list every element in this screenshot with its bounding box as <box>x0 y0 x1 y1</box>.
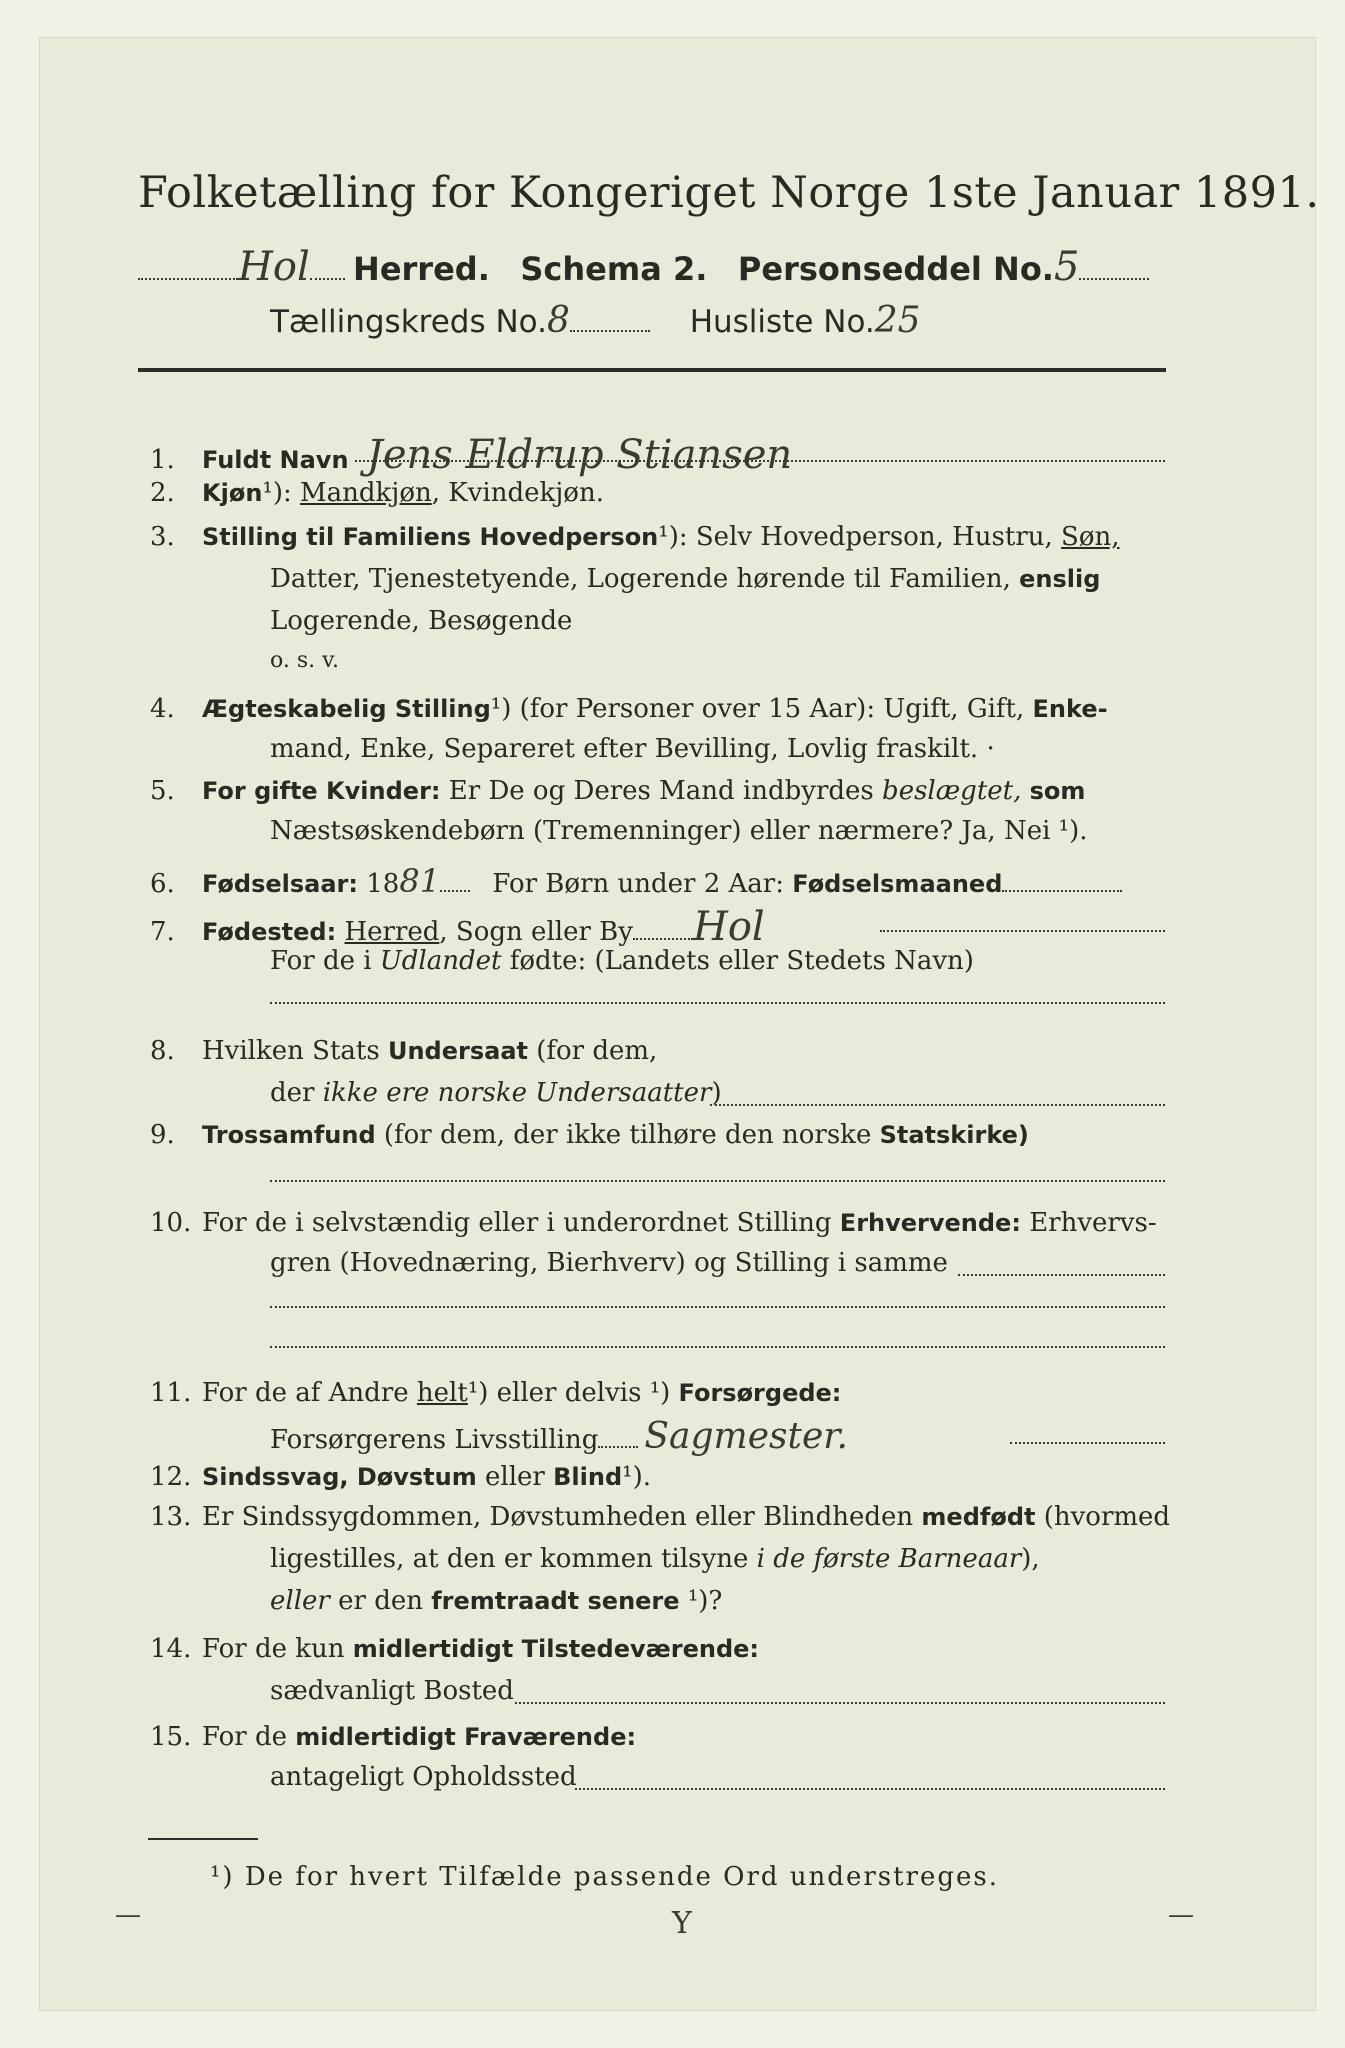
full-name-value: Jens Eldrup Stiansen <box>366 432 793 478</box>
item-3: 3. Stilling til Familiens Hovedperson¹): Selv Hovedperson, Hustru, Søn, <box>150 522 1120 552</box>
option-helt: helt <box>416 1378 468 1408</box>
item-15: 15. For de midlertidigt Fraværende: <box>150 1722 637 1752</box>
option-son: Søn, <box>1061 522 1120 552</box>
husliste-value: 25 <box>874 300 921 341</box>
item-6: 6. Fødselsaar: 1881 For Børn under 2 Aar: Fødselsmaaned <box>150 862 1122 900</box>
herred-label: Herred. <box>353 250 490 288</box>
herred-line <box>138 244 1149 290</box>
option-herred: Herred <box>344 917 440 947</box>
schema-label: Schema 2. <box>520 250 708 288</box>
item-9: 9. Trossamfund (for dem, der ikke tilhøre den norske Statskirke) <box>150 1120 1029 1150</box>
husliste-label: Husliste No. <box>689 304 875 340</box>
item-8: 8. Hvilken Stats Undersaat (for dem, <box>150 1036 658 1066</box>
header-rule <box>138 368 1166 372</box>
personseddel-value: 5 <box>1053 244 1080 290</box>
footnote: ¹) De for hvert Tilfælde passende Ord understreges. <box>210 1862 1000 1892</box>
birthplace-value: Hol <box>692 904 765 950</box>
item-7: 7. Fødested: Herred, Sogn eller By Hol <box>150 904 765 950</box>
pen-mark-center: Y <box>672 1906 692 1941</box>
personseddel-label: Personseddel No. <box>737 250 1054 288</box>
item-14: 14. For de kun midlertidigt Tilstedeværende: <box>150 1634 760 1664</box>
kreds-line <box>270 300 921 341</box>
kreds-value: 8 <box>546 300 570 341</box>
pen-mark-right: — <box>1168 1900 1194 1930</box>
form-title: Folketælling for Kongeriget Norge 1ste Januar 1891. <box>138 168 1320 218</box>
provider-occupation-value: Sagmester. <box>644 1416 848 1457</box>
herred-value: Hol <box>238 244 310 290</box>
item-11: 11. For de af Andre helt¹) eller delvis ¹) Forsørgede: <box>150 1378 842 1408</box>
item-1-label: Fuldt Navn <box>202 446 349 474</box>
option-mandkjon: Mandkjøn <box>300 478 432 508</box>
item-2: 2. Kjøn¹): Mandkjøn, Kvindekjøn. <box>150 478 604 508</box>
kreds-label: Tællingskreds No. <box>270 304 547 340</box>
pen-mark-left: — <box>115 1900 141 1930</box>
item-10: 10. For de i selvstændig eller i underordnet Stilling Erhvervende: Erhvervs- <box>150 1208 1157 1238</box>
footnote-rule <box>148 1838 258 1840</box>
birth-year-value: 81 <box>399 862 441 900</box>
item-5: 5. For gifte Kvinder: Er De og Deres Mand indbyrdes beslægtet, som <box>150 776 1086 806</box>
item-12: 12. Sindssvag, Døvstum eller Blind¹). <box>150 1462 651 1492</box>
item-13: 13. Er Sindssygdommen, Døvstumheden eller Blindheden medfødt (hvormed <box>150 1502 1171 1532</box>
item-1: 1. Fuldt Navn Jens Eldrup Stiansen <box>150 432 793 478</box>
item-4: 4. Ægteskabelig Stilling¹) (for Personer over 15 Aar): Ugift, Gift, Enke- <box>150 694 1108 724</box>
